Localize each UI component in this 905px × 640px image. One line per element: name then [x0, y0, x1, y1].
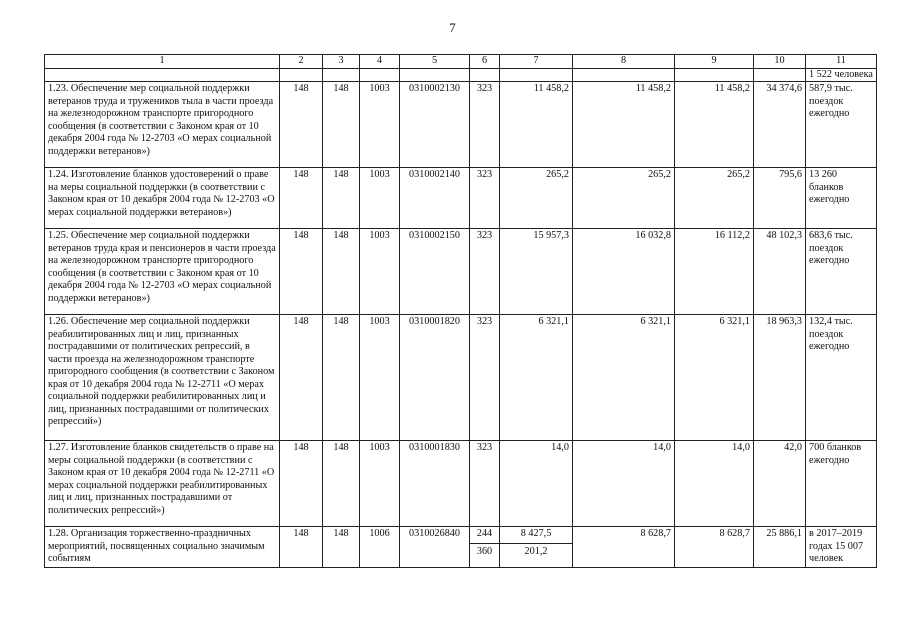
item-description: 1.24. Изготовление бланков удостоверений о праве на меры социальной поддержки (в соответствии с Законом края от 10 декабря 2004 года № 12-2703 «О мерах социальной поддержки ветеранов») — [45, 168, 280, 229]
amount-cell: 25 886,1 — [754, 527, 806, 568]
code-cell: 1003 — [360, 441, 400, 527]
table-row — [45, 82, 877, 168]
amount-cell: 14,0 — [500, 441, 573, 527]
header-cell: 7 — [500, 55, 573, 69]
header-cell: 5 — [400, 55, 470, 69]
amount-cell: 34 374,6 — [754, 82, 806, 168]
code-cell: 1006 — [360, 527, 400, 568]
header-cell: 4 — [360, 55, 400, 69]
header-cell: 2 — [280, 55, 323, 69]
result-cell: 683,6 тыс. поездок ежегодно — [806, 229, 877, 315]
header-cell: 9 — [675, 55, 754, 69]
code-cell: 323 — [470, 315, 500, 441]
amount-cell: 15 957,3 — [500, 229, 573, 315]
item-description: 1.23. Обеспечение мер социальной поддержки ветеранов труда и тружеников тыла в части проезда на железнодорожном транспорте пригородного сообщения (в соответствии с Законом края от 10 декабря 2004 года № 12-2703 «О мерах социальной поддержки ветеранов») — [45, 82, 280, 168]
amount-cell: 265,2 — [675, 168, 754, 229]
code-cell: 1003 — [360, 82, 400, 168]
code-cell: 148 — [280, 229, 323, 315]
item-description: 1.27. Изготовление бланков свидетельств о праве на меры социальной поддержки (в соответствии с Законом края от 10 декабря 2004 года № 12-2711 «О мерах социальной поддержки реабилитированных лиц и лиц, признанных пострадавшими от политических репрессий») — [45, 441, 280, 527]
table-row — [45, 315, 877, 441]
header-cell: 10 — [754, 55, 806, 69]
code-cell: 0310001830 — [400, 441, 470, 527]
table-row — [45, 229, 877, 315]
code-cell: 148 — [323, 441, 360, 527]
amount-cell: 11 458,2 — [675, 82, 754, 168]
code-cell: 148 — [280, 168, 323, 229]
amount-cell: 8 628,7 — [573, 527, 675, 568]
code-cell: 0310026840 — [400, 527, 470, 568]
amount-cell: 14,0 — [573, 441, 675, 527]
header-cell: 1 — [45, 55, 280, 69]
header-cell: 11 — [806, 55, 877, 69]
code-cell: 323 — [470, 82, 500, 168]
amount-cell: 42,0 — [754, 441, 806, 527]
code-cell: 0310002130 — [400, 82, 470, 168]
amount-cell: 11 458,2 — [573, 82, 675, 168]
result-cell: 1 522 человека — [806, 68, 877, 82]
code-cell: 0310001820 — [400, 315, 470, 441]
table-row — [45, 527, 877, 568]
budget-table — [44, 54, 877, 568]
code-cell: 323 — [470, 229, 500, 315]
code-cell: 148 — [323, 527, 360, 568]
header-cell: 6 — [470, 55, 500, 69]
code-cell: 148 — [280, 82, 323, 168]
amount-line: 8 427,5 — [520, 528, 552, 539]
split-amount-cell — [500, 527, 573, 568]
result-cell: 700 бланков ежегодно — [806, 441, 877, 527]
item-description: 1.26. Обеспечение мер социальной поддержки реабилитированных лиц и лиц, признанных пострадавшими от политических репрессий, в части проезда на железнодорожном транспорте пригородного сообщения (в соответствии с Законом края от 10 декабря 2004 года № 12-2711 «О мерах социальной поддержки реабилитированных лиц и лиц, признанных пострадавшими от политических репрессий») — [45, 315, 280, 441]
page-number: 7 — [449, 20, 456, 35]
amount-cell: 14,0 — [675, 441, 754, 527]
code-cell: 1003 — [360, 168, 400, 229]
continuation-row — [45, 68, 877, 82]
code-cell: 1003 — [360, 229, 400, 315]
code-cell: 0310002140 — [400, 168, 470, 229]
item-description: 1.25. Обеспечение мер социальной поддержки ветеранов труда края и пенсионеров в части проезда на железнодорожном транспорте пригородного сообщения (в соответствии с Законом края от 10 декабря 2004 года № 12-2703 «О мерах социальной поддержки ветеранов») — [45, 229, 280, 315]
result-cell: 132,4 тыс. поездок ежегодно — [806, 315, 877, 441]
code-cell: 1003 — [360, 315, 400, 441]
code-line: 360 — [470, 543, 499, 559]
amount-cell: 11 458,2 — [500, 82, 573, 168]
code-cell: 148 — [280, 315, 323, 441]
result-cell: 13 260 бланков ежегодно — [806, 168, 877, 229]
code-cell: 323 — [470, 168, 500, 229]
code-cell: 148 — [280, 441, 323, 527]
amount-cell: 265,2 — [573, 168, 675, 229]
amount-cell: 265,2 — [500, 168, 573, 229]
code-cell: 148 — [280, 527, 323, 568]
header-cell: 8 — [573, 55, 675, 69]
code-cell: 148 — [323, 82, 360, 168]
code-cell: 323 — [470, 441, 500, 527]
amount-line: 201,2 — [500, 543, 572, 559]
amount-cell: 18 963,3 — [754, 315, 806, 441]
amount-cell: 6 321,1 — [573, 315, 675, 441]
column-number-header — [45, 55, 877, 69]
amount-cell: 6 321,1 — [675, 315, 754, 441]
code-cell: 148 — [323, 229, 360, 315]
item-description: 1.28. Организация торжественно-праздничных мероприятий, посвященных социально значимым событиям — [45, 527, 280, 568]
header-cell: 3 — [323, 55, 360, 69]
code-cell: 148 — [323, 168, 360, 229]
amount-cell: 8 628,7 — [675, 527, 754, 568]
result-cell: в 2017–2019 годах 15 007 человек — [806, 527, 877, 568]
split-code-cell — [470, 527, 500, 568]
amount-cell: 16 032,8 — [573, 229, 675, 315]
amount-cell: 16 112,2 — [675, 229, 754, 315]
code-line: 244 — [476, 528, 493, 539]
amount-cell: 795,6 — [754, 168, 806, 229]
amount-cell: 48 102,3 — [754, 229, 806, 315]
table-row — [45, 441, 877, 527]
code-cell: 148 — [323, 315, 360, 441]
result-cell: 587,9 тыс. поездок ежегодно — [806, 82, 877, 168]
code-cell: 0310002150 — [400, 229, 470, 315]
amount-cell: 6 321,1 — [500, 315, 573, 441]
table-row — [45, 168, 877, 229]
